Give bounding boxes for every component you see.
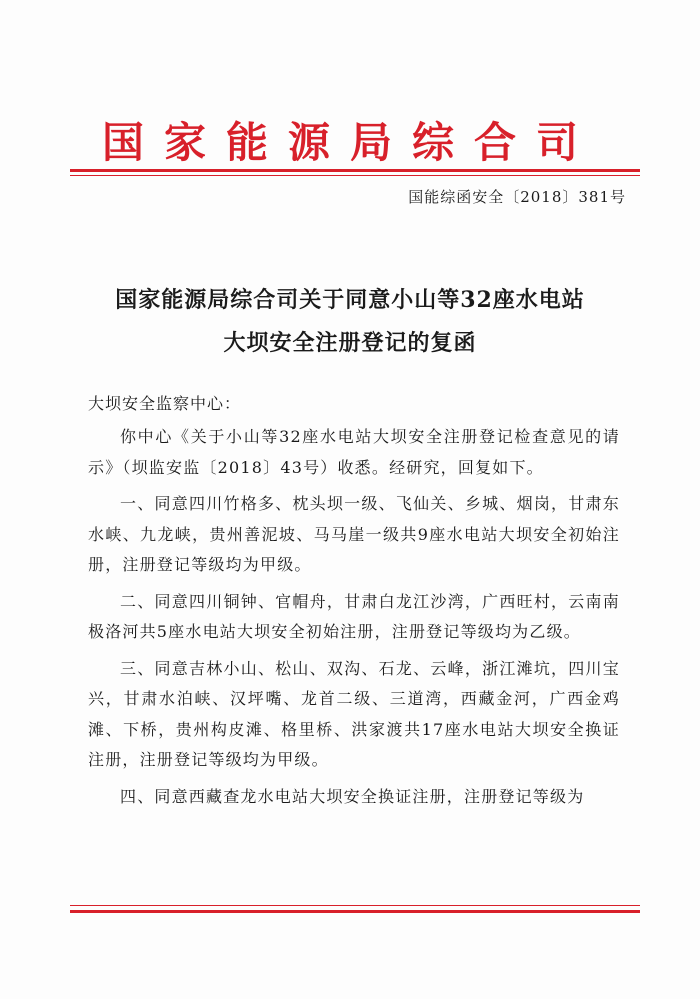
body-paragraph-item-3: 三、同意吉林小山、松山、双沟、石龙、云峰，浙江滩坑，四川宝兴，甘肃水泊峡、汉坪嘴、龙首二级、三道湾，西藏金河，广西金鸡滩、下桥，贵州构皮滩、格里桥、洪家渡共17座水电站大坝安全换证注册，注册登记等级均为甲级。 (88, 658, 620, 769)
document-body (88, 422, 620, 818)
header-red-rule-thin (70, 175, 640, 176)
body-paragraph-item-4: 四、同意西藏查龙水电站大坝安全换证注册，注册登记等级为 (120, 786, 585, 806)
footer-red-rule-thin (70, 905, 640, 906)
body-paragraph-request: 你中心《关于小山等32座水电站大坝安全注册登记检查意见的请示》（坝监安监〔2018〕43号）收悉。经研究，回复如下。 (88, 427, 620, 477)
header-red-rule-thick (70, 169, 640, 172)
document-title-line2: 大坝安全注册登记的复函 (223, 330, 477, 356)
body-paragraph-item-1: 一、同意四川竹格多、枕头坝一级、飞仙关、乡城、烟岗，甘肃东水峡、九龙峡，贵州善泥坡、马马崖一级共9座水电站大坝安全初始注册，注册登记等级均为甲级。 (88, 494, 620, 574)
recipient-line: 大坝安全监察中心： (88, 394, 242, 413)
document-number: 国能综函安全〔2018〕381号 (408, 188, 626, 206)
agency-header-title: 国家能源局综合司 (101, 118, 598, 167)
body-paragraph-item-2: 二、同意四川铜钟、官帽舟，甘肃白龙江沙湾，广西旺村，云南南极洛河共5座水电站大坝安全初始注册，注册登记等级均为乙级。 (88, 591, 620, 641)
footer-red-rule-thick (70, 910, 640, 913)
document-title-line1: 国家能源局综合司关于同意小山等32座水电站 (115, 287, 585, 313)
